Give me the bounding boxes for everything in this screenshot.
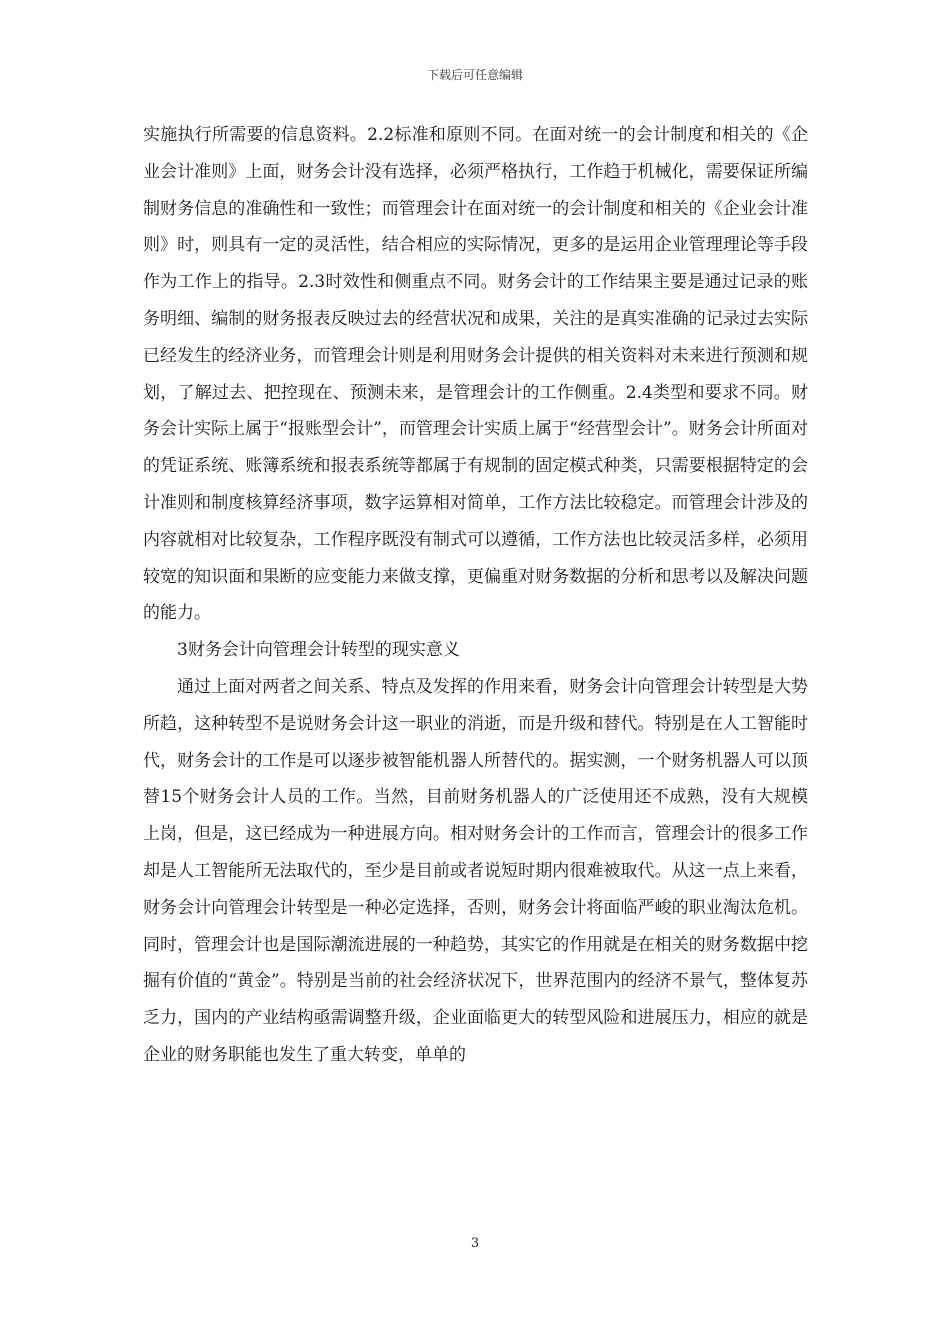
section-heading: 3财务会计向管理会计转型的现实意义 xyxy=(177,640,460,661)
body-paragraph: 通过上面对两者之间关系、特点及发挥的作用来看，财务会计向管理会计转型是大势所趋，这种转型不是说财务会计这一职业的消逝，而是升级和替代。特别是在人工智能时代，财务会计的工作是可以逐步被智能机器人所替代的。据实测，一个财务机器人可以顶替15个财务会计人员的工作。当然，目前财务机器人的广泛使用还不成熟，没有大规模上岗，但是，这已经成为一种进展方向。相对财务会计的工作而言，管理会计的很多工作却是人工智能所无法取代的，至少是目前或者说短时期内很难被取代。从这一点上来看，财务会计向管理会计转型是一种必定选择，否则，财务会计将面临严峻的职业淘汰危机。同时，管理会计也是国际潮流进展的一种趋势，其实它的作用就是在相关的财务数据中挖掘有价值的“黄金”。特别是当前的社会经济状况下，世界范围内的经济不景气，整体复苏乏力，国内的产业结构亟需调整升级，企业面临更大的转型风险和进展压力，相应的就是企业的财务职能也发生了重大转变，单单的 xyxy=(143,676,808,1065)
page-number: 3 xyxy=(470,1236,480,1251)
document-body xyxy=(143,117,808,1074)
page-header: 下载后可任意编辑 xyxy=(426,68,523,82)
body-paragraph: 实施执行所需要的信息资料。2.2标准和原则不同。在面对统一的会计制度和相关的《企业会计准则》上面，财务会计没有选择，必须严格执行，工作趋于机械化，需要保证所编制财务信息的准确性和一致性；而管理会计在面对统一的会计制度和相关的《企业会计准则》时，则具有一定的灵活性，结合相应的实际情况，更多的是运用企业管理理论等手段作为工作上的指导。2.3时效性和侧重点不同。财务会计的工作结果主要是通过记录的账务明细、编制的财务报表反映过去的经营状况和成果，关注的是真实准确的记录过去实际已经发生的经济业务，而管理会计则是利用财务会计提供的相关资料对未来进行预测和规划，了解过去、把控现在、预测未来，是管理会计的工作侧重。2.4类型和要求不同。财务会计实际上属于“报账型会计”，而管理会计实质上属于“经营型会计”。财务会计所面对的凭证系统、账簿系统和报表系统等都属于有规制的固定模式种类，只需要根据特定的会计准则和制度核算经济事项，数字运算相对简单，工作方法比较稳定。而管理会计涉及的内容就相对比较复杂，工作程序既没有制式可以遵循，工作方法也比较灵活多样，必须用较宽的知识面和果断的应变能力来做支撑，更偏重对财务数据的分析和思考以及解决问题的能力。 xyxy=(143,125,808,624)
